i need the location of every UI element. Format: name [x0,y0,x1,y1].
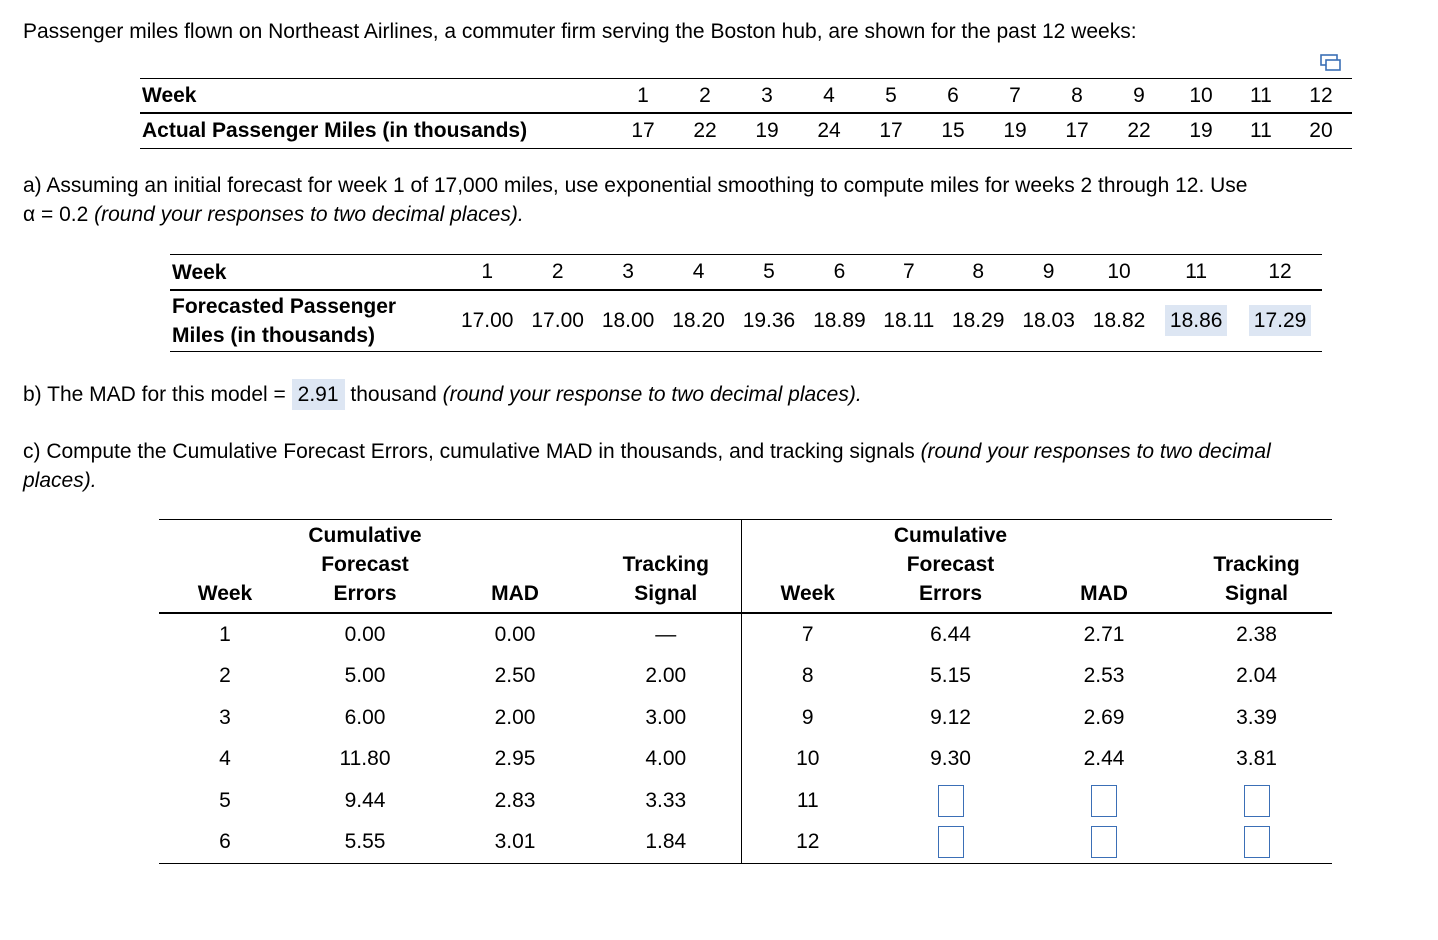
table-row [159,613,1332,656]
table2-week: 1 [452,255,522,291]
table1-miles: 20 [1290,113,1352,149]
actual-miles-table [140,78,1352,149]
alpha-value: α = 0.2 [23,203,89,226]
ts-cell: 4.00 [591,739,741,781]
table1-week: 8 [1046,79,1108,114]
mad-cell: 2.53 [1083,664,1125,688]
ts-cell: 3.33 [591,780,741,822]
table2-forecast: 18.89 [804,290,874,352]
table2-forecast: 19.36 [734,290,804,352]
intro-text: Passenger miles flown on Northeast Airlines, a commuter firm serving the Boston hub, are shown for the past 12 weeks: [23,20,1137,43]
week-cell: 2 [219,664,231,688]
tracking-table [159,519,1332,864]
mad-cell: 2.69 [1083,705,1125,729]
week-cell: 1 [219,622,231,646]
table1-miles: 17 [612,113,674,149]
table1-miles: 17 [860,113,922,149]
table2-week-label: Week [170,255,452,291]
cfe-cell: 11.80 [339,747,391,771]
table1-miles: 22 [674,113,736,149]
table2-week: 6 [804,255,874,291]
header-ts-line1: Tracking [622,553,709,576]
forecast-table [170,254,1322,352]
table2-forecast: 17.00 [452,290,522,352]
part-c-line2 [23,466,1271,495]
cfe-cell: 9.30 [930,747,971,771]
table1-week: 7 [984,79,1046,114]
table-row [159,822,1332,864]
part-c-note-cont: places). [23,469,97,492]
table-row [159,656,1332,698]
mad-cell: 2.83 [494,788,536,812]
table1-miles: 19 [1170,113,1232,149]
mad-cell: 0.00 [494,622,536,646]
table2-forecast-label [170,290,452,352]
forecast-answer-week12[interactable]: 17.29 [1249,305,1312,336]
table1-week: 6 [922,79,984,114]
table1-week: 9 [1108,79,1170,114]
ts-cell: 3.81 [1236,747,1277,771]
header-ts-line2: Signal [634,582,698,605]
ts-input-cell [1181,780,1332,822]
header-mad: MAD [439,520,591,614]
table2-week: 3 [593,255,663,291]
week-cell: 12 [741,822,874,864]
header-cfe [291,520,439,614]
part-a-question [23,171,1247,229]
ts-cell: 3.00 [591,697,741,739]
mad-cell: 2.00 [494,705,536,729]
table1-miles: 19 [736,113,798,149]
table2-forecast-answer[interactable] [1238,290,1322,352]
table1-week-label: Week [140,79,612,114]
table2-forecast: 18.29 [943,290,1013,352]
table-row [159,697,1332,739]
table1-week: 5 [860,79,922,114]
week-cell: 7 [801,622,814,646]
table1-week: 3 [736,79,798,114]
week-cell: 5 [219,788,231,812]
week-cell: 6 [159,822,291,864]
mad-answer[interactable]: 2.91 [292,379,345,410]
part-c-note: (round your responses to two decimal [920,440,1271,463]
forecast-answer-week11[interactable]: 18.86 [1165,305,1228,336]
cfe-cell: 6.00 [344,705,386,729]
header-ts-line2: Signal [1224,582,1288,605]
table1-miles: 24 [798,113,860,149]
table1-miles-label: Actual Passenger Miles (in thousands) [140,113,612,149]
part-b-question [23,380,862,409]
cfe-cell: 6.44 [930,622,971,646]
part-a-line1: a) Assuming an initial forecast for week 1 of 17,000 miles, use exponential smoothing to compute miles for weeks 2 through 12. Use [23,174,1248,197]
cfe-cell: 5.15 [930,664,971,688]
mad-input-week12[interactable] [1091,826,1117,858]
mad-cell: 2.71 [1083,622,1125,646]
forecast-label-line1: Forecasted Passenger [172,295,397,318]
part-c-question [23,437,1271,495]
ts-cell: 3.39 [1236,705,1277,729]
header-cfe [874,520,1027,614]
cfe-cell: 0.00 [344,622,386,646]
ts-cell: 2.00 [591,656,741,698]
cfe-cell: 5.55 [291,822,439,864]
table2-week: 7 [875,255,943,291]
ts-input-week12[interactable] [1244,826,1270,858]
cfe-cell: 9.44 [344,788,386,812]
table2-week: 12 [1238,255,1322,291]
table2-forecast: 17.00 [522,290,592,352]
table2-forecast: 18.11 [875,290,943,352]
week-cell: 11 [796,788,819,812]
copy-table-icon[interactable] [1320,54,1342,72]
table2-forecast-answer[interactable] [1154,290,1238,352]
mad-cell: 2.95 [494,747,536,771]
header-cfe-line2: Forecast [321,553,409,576]
table1-miles: 11 [1232,113,1290,149]
week-cell: 4 [219,747,231,771]
part-c-line1 [23,437,1271,466]
table1-miles-row [140,113,1352,149]
table1-week: 1 [612,79,674,114]
table2-week: 2 [522,255,592,291]
ts-input-week11[interactable] [1244,785,1270,817]
header-ts-line1: Tracking [1213,553,1300,576]
ts-cell: — [591,613,741,656]
table2-week-row [170,255,1322,291]
part-b-prefix: b) The MAD for this model = [23,383,286,406]
cfe-cell: 5.00 [344,664,386,688]
table1-miles: 15 [922,113,984,149]
header-cfe-line3: Errors [918,582,983,605]
header-week: Week [159,520,291,614]
header-ts [1181,520,1332,614]
table2-week: 11 [1154,255,1238,291]
table1-miles: 19 [984,113,1046,149]
ts-cell: 1.84 [591,822,741,864]
ts-input-cell [1181,822,1332,864]
table1-week-row [140,79,1352,114]
table2-forecast: 18.00 [593,290,663,352]
part-a-note: (round your responses to two decimal places). [94,203,524,226]
table2-forecast-row [170,290,1322,352]
header-cfe-line1: Cumulative [893,524,1008,547]
table2-week: 5 [734,255,804,291]
part-a-line2 [23,200,1247,229]
mad-cell: 3.01 [439,822,591,864]
mad-input-cell [1027,780,1181,822]
table2-week: 9 [1013,255,1083,291]
header-cfe-line3: Errors [333,582,397,605]
table1-week: 12 [1290,79,1352,114]
table1-miles: 17 [1046,113,1108,149]
mad-cell: 2.50 [494,664,536,688]
cfe-cell: 9.12 [930,705,971,729]
cfe-input-cell [874,780,1027,822]
ts-cell: 2.04 [1236,664,1277,688]
cfe-input-week11[interactable] [938,785,964,817]
part-c-text: c) Compute the Cumulative Forecast Errors, cumulative MAD in thousands, and tracking signals [23,440,915,463]
table1-week: 10 [1170,79,1232,114]
header-week: Week [741,520,874,614]
table2-week: 4 [663,255,733,291]
cfe-input-week12[interactable] [938,826,964,858]
week-cell: 3 [219,705,231,729]
header-cfe-line1: Cumulative [308,524,422,547]
table2-forecast: 18.03 [1013,290,1083,352]
tracking-header-row [159,520,1332,614]
part-b-note: (round your response to two decimal places). [442,383,862,406]
table1-week: 11 [1232,79,1290,114]
mad-cell: 2.44 [1083,747,1125,771]
header-mad: MAD [1027,520,1181,614]
mad-input-cell [1027,822,1181,864]
ts-cell: 2.38 [1236,622,1277,646]
header-ts [591,520,741,614]
header-cfe-line2: Forecast [906,553,995,576]
table-row [159,780,1332,822]
week-cell: 10 [796,747,820,771]
table-row [159,739,1332,781]
part-b-suffix: thousand [350,383,437,406]
mad-input-week11[interactable] [1091,785,1117,817]
table2-forecast: 18.82 [1084,290,1154,352]
week-cell: 9 [801,705,814,729]
week-cell: 8 [801,664,814,688]
cfe-input-cell [874,822,1027,864]
forecast-label-line2: Miles (in thousands) [172,324,376,347]
table1-week: 2 [674,79,736,114]
table1-miles: 22 [1108,113,1170,149]
table1-week: 4 [798,79,860,114]
table2-week: 8 [943,255,1013,291]
table2-week: 10 [1084,255,1154,291]
table2-forecast: 18.20 [663,290,733,352]
